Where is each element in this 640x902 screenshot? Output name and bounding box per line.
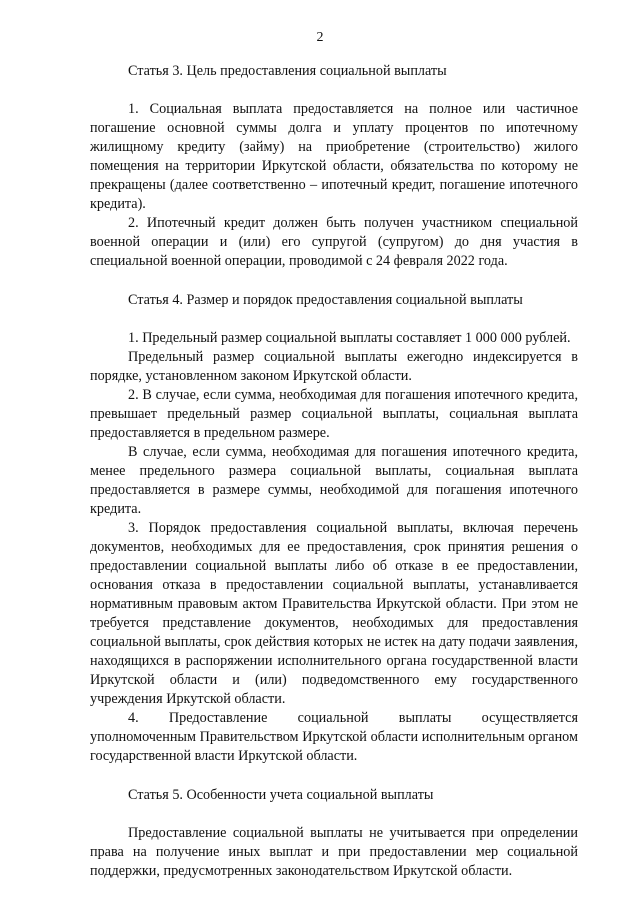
document-body bbox=[90, 62, 578, 881]
article-4-paragraph-2: Предельный размер социальной выплаты ежегодно индексируется в порядке, установленном законом Иркутской области. bbox=[90, 349, 578, 384]
article-3-heading: Статья 3. Цель предоставления социальной выплаты bbox=[128, 63, 447, 79]
article-3-paragraph-2: 2. Ипотечный кредит должен быть получен участником специальной военной операции и (или) его супругой (супругом) до дня участия в специальной военной операции, проводимой с 24 февраля 2022 года. bbox=[90, 215, 578, 269]
page-number: 2 bbox=[316, 30, 324, 45]
article-4-paragraph-4: В случае, если сумма, необходимая для погашения ипотечного кредита, менее предельного размера социальной выплаты, социальная выплата предоставляется в размере суммы, необходимой для погашения ипотечного кредита. bbox=[90, 444, 578, 517]
article-4-paragraph-5: 3. Порядок предоставления социальной выплаты, включая перечень документов, необходимых для ее предоставления, срок принятия решения о предоставлении социальной выплаты либо об отказе в ее предоставлении, основания отказа в предоставлении социальной выплаты, устанавливается нормативным правовым актом Правительства Иркутской области. При этом не требуется представление документов, необходимых для предоставления социальной выплаты, срок действия которых не истек на дату подачи заявления, находящихся в распоряжении исполнительного органа государственной власти Иркутской области и (или) подведомственного ему государственного учреждения Иркутской области. bbox=[90, 520, 578, 707]
article-4-paragraph-6: 4. Предоставление социальной выплаты осуществляется уполномоченным Правительством Иркутской области исполнительным органом государственной власти Иркутской области. bbox=[90, 710, 578, 764]
article-4-paragraph-3: 2. В случае, если сумма, необходимая для погашения ипотечного кредита, превышает предельный размер социальной выплаты, социальная выплата предоставляется в предельном размере. bbox=[90, 387, 578, 441]
article-3-paragraph-1: 1. Социальная выплата предоставляется на полное или частичное погашение основной суммы долга и уплату процентов по ипотечному жилищному кредиту (займу) на приобретение (строительство) жилого помещения на территории Иркутской области, обязательства по которому не прекращены (далее соответственно – ипотечный кредит, погашение ипотечного кредита). bbox=[90, 101, 578, 212]
article-4-paragraph-1: 1. Предельный размер социальной выплаты составляет 1 000 000 рублей. bbox=[128, 330, 571, 346]
article-5-heading: Статья 5. Особенности учета социальной выплаты bbox=[128, 787, 434, 803]
article-5-paragraph-1: Предоставление социальной выплаты не учитывается при определении права на получение иных выплат и при предоставлении мер социальной поддержки, предусмотренных законодательством Иркутской области. bbox=[90, 825, 578, 879]
article-4-heading: Статья 4. Размер и порядок предоставления социальной выплаты bbox=[128, 292, 523, 308]
